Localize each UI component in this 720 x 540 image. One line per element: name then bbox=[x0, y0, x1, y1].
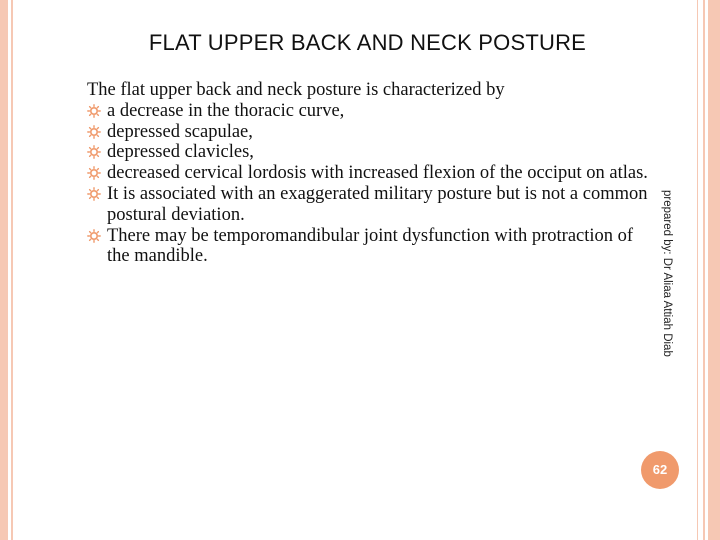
slide-title: FLAT UPPER BACK AND NECK POSTURE bbox=[148, 30, 587, 55]
sun-bullet-icon bbox=[87, 166, 101, 180]
sun-bullet-icon bbox=[87, 229, 101, 243]
sun-bullet-icon bbox=[87, 104, 101, 118]
sun-bullet-icon bbox=[87, 145, 101, 159]
bullet-text: depressed scapulae, bbox=[107, 121, 253, 142]
left-border-band bbox=[0, 0, 8, 540]
bullet-text: There may be temporomandibular joint dysfunction with protraction of the mandible. bbox=[107, 225, 634, 267]
right-border-thin-line bbox=[697, 0, 698, 540]
right-border-band bbox=[708, 0, 720, 540]
author-credit-text: prepared by: Dr Aliaa Attiah Diab bbox=[661, 190, 673, 357]
bullet-item bbox=[87, 142, 652, 163]
bullet-item bbox=[87, 101, 652, 122]
bullet-item bbox=[87, 122, 652, 143]
bullet-item bbox=[87, 184, 652, 226]
intro-text: The flat upper back and neck posture is characterized by bbox=[87, 80, 505, 100]
slide-body bbox=[87, 80, 652, 267]
bullet-item bbox=[87, 226, 652, 268]
sun-bullet-icon bbox=[87, 187, 101, 201]
author-credit bbox=[661, 190, 681, 365]
left-border-line bbox=[11, 0, 13, 540]
page-number-badge: 62 bbox=[641, 451, 679, 489]
bullet-text: depressed clavicles, bbox=[107, 142, 254, 163]
bullet-list bbox=[87, 101, 652, 267]
right-border-line bbox=[703, 0, 705, 540]
bullet-text: It is associated with an exaggerated military posture but is not a common postural deviation. bbox=[107, 183, 648, 225]
bullet-text: a decrease in the thoracic curve, bbox=[107, 100, 345, 121]
bullet-item bbox=[87, 163, 652, 184]
sun-bullet-icon bbox=[87, 125, 101, 139]
bullet-text: decreased cervical lordosis with increased flexion of the occiput on atlas. bbox=[107, 163, 648, 184]
